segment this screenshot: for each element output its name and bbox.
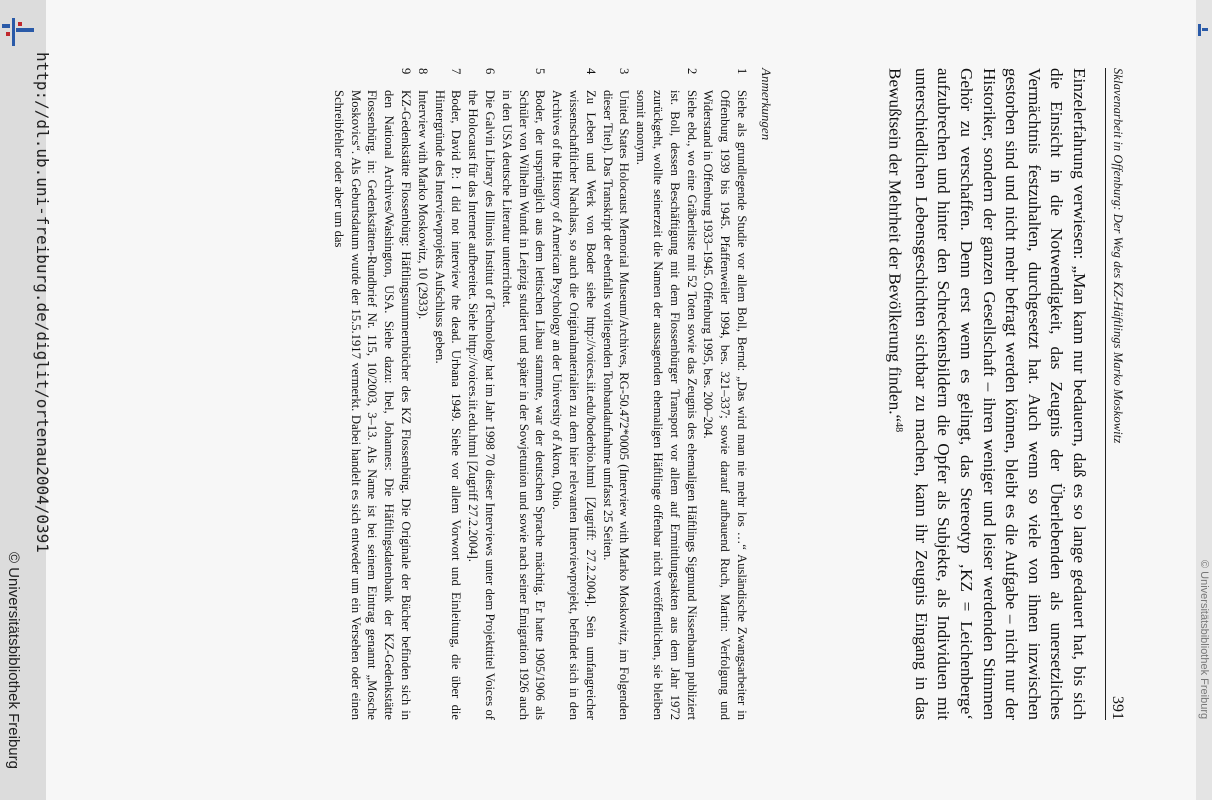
page-number: 391 [1109, 696, 1126, 720]
footnote-item [414, 68, 431, 720]
footnote-item [548, 68, 598, 720]
footnote-item [498, 68, 548, 720]
footnote-text: United States Holocaust Memorial Museum/Archives, RG-50.472*0005 (Interview with Marko Moskowitz, im Folgenden dieser Titel). Das Transkript der ebenfalls vorliegenden Tonbandaufnahme umfasst 25 Seiten. [600, 90, 632, 720]
footnote-item [431, 68, 465, 720]
footnote-text: KZ-Gedenkstätte Flossenbürg: Häftlingsnummernbücher des KZ Flossenbürg. Die Originale der Bücher befinden sich in den National Archives/Washington, USA. Siehe dazu: Ibel, Johannes: Die Häftlingsdatenbank der KZ-Gedenkstätte Flossenbürg. in: Gedenkstätten-Rundbrief Nr. 115, 10/2003, 3–13. Als Name ist bei seinem Eintrag genannt „Mosche Moskovics“. Als Geburtsdatum wurde der 15.5.1917 vermerkt. Dabei handelt es sich entweder um ein Versehen oder einen Schreibfehler oder aber um das [331, 90, 414, 720]
footnote-item [700, 68, 750, 720]
footnote-item [599, 68, 633, 720]
edge-copyright-text: © Universitätsbibliothek Freiburg [1198, 560, 1210, 720]
header-title: Sklavenarbeit in Offenburg: Der Weg des KZ-Häftlings Marko Moskowitz [1111, 68, 1125, 444]
footnote-number: 9 [399, 68, 414, 75]
footnote-ref: 48 [893, 422, 905, 433]
footnote-number: 1 [735, 68, 749, 75]
running-header [1105, 68, 1128, 720]
body-paragraph [883, 68, 1090, 720]
footnote-number: 8 [415, 68, 430, 75]
annotations-heading: Anmerkungen [759, 68, 774, 141]
footnote-number: 4 [583, 68, 598, 75]
body-text: Einzelerfahrung verwiesen: „Man kann nur bedauern, daß es so lange gedauert hat, bis sich die Einsicht in die Notwendigkeit, das Zeugnis der Überlebenden als unersetzliches Vermächtnis festzuhalten, durchgesetzt hat. Auch wenn so viele von ihnen inzwischen gestorben sind und nicht mehr befragt werden können, bleibt es die Aufgabe – nicht nur der Historiker, sondern der ganzen Gesellschaft – ihren weniger und leiser werdenden Stimmen Gehör zu verschaffen. Denn erst wenn es gelingt, das Stereotyp ‚KZ = Leichenberge‘ aufzubrechen und hinter den Schreckensbildern die Opfer als Subjekte, als Individuen mit unterschiedlichen Lebensgeschichten sichtbar zu machen, kann ihr Zeugnis Eingang in das Bewußtsein der Mehrheit der Bevölkerung finden.“ [885, 68, 1089, 720]
footnote-item [632, 68, 699, 720]
footnote-text: Zu Leben und Werk von Boder siehe http://voices.iit.edu/boderbio.html [Zugriff: 27.2.2004]. Sein umfangreicher wissenschaftlicher Nachlass, so auch die Originalmaterialien zu dem hier relevanten Interviewprojekt, befindet sich in den Archives of the History of American Psychology an der University of Akron, Ohio. [550, 90, 598, 720]
footnote-text: Boder, David P.: I did not interview the dead. Urbana 1949. Siehe vor allem Vorwort und Einleitung, die über die Hintergründe des Interviewprojekts Aufschluss geben. [432, 90, 464, 720]
footnote-number: 6 [483, 68, 498, 75]
footnote-item [464, 68, 498, 720]
footnote-text: Siehe als grundlegende Studie vor allem Boll, Bernd: „Das wird man nie mehr los …“ Ausländische Zwangsarbeiter in Offenburg 1939 bis 1945. Pfaffenweiler 1994, bes. 321–337; sowie darauf aufbauend Ruch, Martin: Verfolgung und Widerstand in Offenburg 1933–1945. Offenburg 1995, bes. 200–204. [701, 90, 749, 720]
footnote-number: 5 [533, 68, 548, 75]
copyright-notice: © Universitätsbibliothek Freiburg [5, 552, 22, 769]
footnote-number: 3 [617, 68, 632, 75]
footnotes-list [330, 68, 750, 720]
footnote-text: Boder, der ursprünglich aus dem lettischen Libau stammte, war der deutschen Sprache mächtig. Er hatte 1905/1906 als Schüler von Wilhelm Wundt in Leipzig studiert und später in der Sowjetunion und sowie nach seiner Emigration 1926 auch in den USA deutsche Literatur unterrichtet. [499, 90, 548, 720]
source-url-link[interactable]: http://dl.ub.uni-freiburg.de/diglit/ortenau2004/0391 [33, 52, 52, 553]
footnote-item [330, 68, 414, 720]
footnote-text: Interview with Marko Moskowitz, 10 (2933). [415, 90, 430, 320]
footnote-text: Siehe ebd., wo eine Gräberliste mit 52 Toten sowie das Zeugnis des ehemaligen Häftlings Sigmund Nissenbaum publiziert ist. Boll, dessen Beschäftigung mit dem Flossenbürger Transport vor allem auf Ermittlungsakten aus dem Jahr 1972 zurückgeht, wollte seinerzeit die Namen der aussagenden ehemaligen Häftlinge offenbar nicht veröffentlichen, sie bleiben somit anonym. [634, 90, 699, 720]
footnote-number: 2 [684, 68, 699, 75]
footnote-text: Die Galvin Library des Illinois Institut of Technology hat im Jahr 1998 70 dieser Interviews unter dem Projekttitel Voices of the Holocaust für das Internet aufbereitet. Siehe http://voices.iit.edu.html [Zugriff 27.2.2004]. [466, 90, 498, 720]
footnote-number: 7 [449, 68, 464, 75]
